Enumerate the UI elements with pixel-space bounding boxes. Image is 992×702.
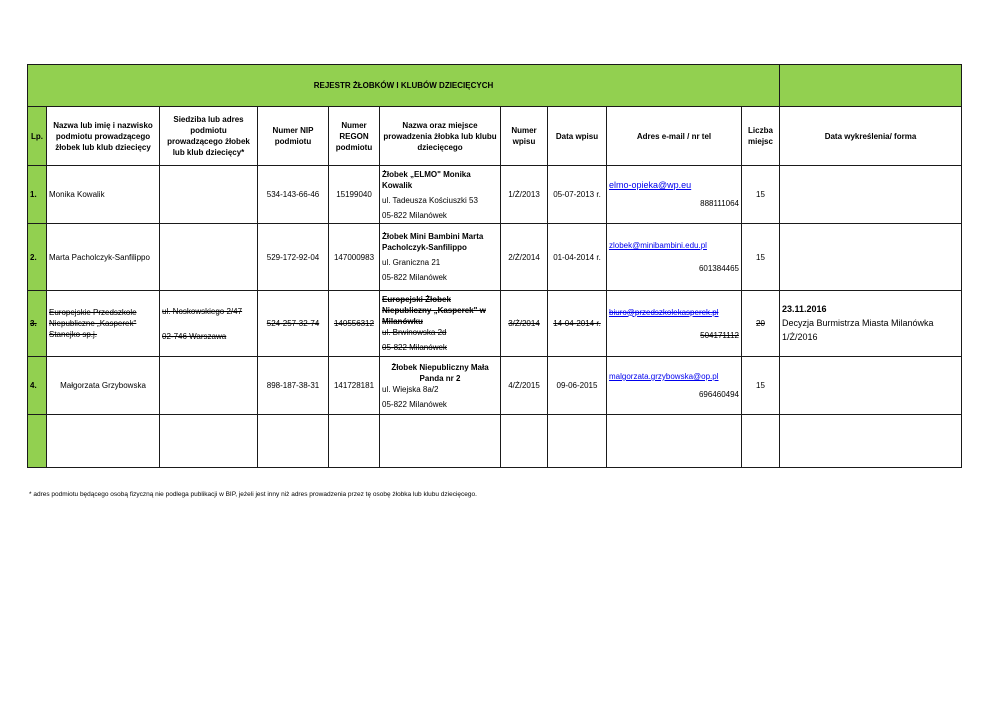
row-contact: [607, 357, 742, 415]
table-row: [28, 291, 962, 357]
row-place-name: Europejski Żłobek Niepubliczny „Kasperek" w Milanówku: [382, 295, 486, 326]
empty-cell: [548, 415, 607, 468]
title-filler-cell: [780, 65, 962, 107]
table-row: [28, 166, 962, 224]
row-lp: 1.: [28, 166, 47, 224]
row-lp: 2.: [28, 224, 47, 291]
table-row: [28, 357, 962, 415]
row-name: Marta Pacholczyk-Sanfilippo: [47, 224, 160, 291]
register-title: REJESTR ŻŁOBKÓW I KLUBÓW DZIECIĘCYCH: [28, 65, 780, 107]
register-table: [27, 64, 962, 468]
empty-cell: [329, 415, 380, 468]
empty-cell: [607, 415, 742, 468]
header-regon: Numer REGON podmiotu: [329, 107, 380, 166]
row-phone: 504171112: [700, 330, 739, 340]
row-seats: 20: [742, 291, 780, 357]
row-seats: 15: [742, 166, 780, 224]
row-contact: [607, 166, 742, 224]
row-date: 01-04-2014 r.: [548, 224, 607, 291]
header-removed: Data wykreślenia/ forma: [780, 107, 962, 166]
header-lp: Lp.: [28, 107, 47, 166]
title-row: [28, 65, 962, 107]
row-removed: [780, 357, 962, 415]
row-phone: 888111064: [700, 199, 739, 208]
empty-cell: [258, 415, 329, 468]
row-removed-number: 1/Ż/2016: [782, 332, 818, 342]
header-entry: Numer wpisu: [501, 107, 548, 166]
row-seats: 15: [742, 357, 780, 415]
row-entry: 4/Ż/2015: [501, 357, 548, 415]
register-sheet: [27, 64, 962, 468]
row-date: 14-04-2014 r.: [548, 291, 607, 357]
row-entry: 3/Ż/2014: [501, 291, 548, 357]
row-nip: 534-143-66-46: [258, 166, 329, 224]
row-regon: 147000983: [329, 224, 380, 291]
row-seat-line-2: 02-746 Warszawa: [162, 331, 227, 341]
row-removed: [780, 224, 962, 291]
row-phone: 696460494: [698, 390, 739, 399]
empty-cell: [501, 415, 548, 468]
row-seat: [160, 224, 258, 291]
row-phone: 601384465: [698, 264, 739, 273]
row-place-name: Żłobek „ELMO" Monika Kowalik: [382, 169, 471, 190]
row-regon: 140556312: [329, 291, 380, 357]
header-date: Data wpisu: [548, 107, 607, 166]
row-place-city: 05-822 Milanówek: [382, 273, 447, 282]
row-removed: [780, 166, 962, 224]
header-name: Nazwa lub imię i nazwisko podmiotu prowadzącego żłobek lub klub dziecięcy: [47, 107, 160, 166]
table-row: [28, 224, 962, 291]
row-seat: [160, 291, 258, 357]
row-place: [380, 291, 501, 357]
row-place: [380, 166, 501, 224]
row-removed-decision: Decyzja Burmistrza Miasta Milanówka: [782, 318, 934, 328]
header-seats: Liczba miejsc: [742, 107, 780, 166]
row-place-city: 05-822 Milanówek: [382, 210, 447, 220]
row-seat: [160, 357, 258, 415]
header-row: [28, 107, 962, 166]
header-place: Nazwa oraz miejsce prowadzenia żłobka lub klubu dziecięcego: [380, 107, 501, 166]
row-entry: 2/Ż/2014: [501, 224, 548, 291]
row-nip: 898-187-38-31: [258, 357, 329, 415]
row-place-street: ul. Graniczna 21: [382, 258, 441, 267]
row-entry: 1/Ż/2013: [501, 166, 548, 224]
row-email-link[interactable]: malgorzata.grzybowska@op.pl: [609, 372, 719, 381]
row-regon: 15199040: [329, 166, 380, 224]
row-place: [380, 224, 501, 291]
row-nip: 529-172-92-04: [258, 224, 329, 291]
empty-cell: [28, 415, 47, 468]
row-regon: 141728181: [329, 357, 380, 415]
empty-cell: [742, 415, 780, 468]
row-contact: [607, 224, 742, 291]
row-name: Monika Kowalik: [47, 166, 160, 224]
empty-cell: [780, 415, 962, 468]
row-place-street: ul. Brwinowska 2d: [382, 328, 447, 337]
empty-cell: [47, 415, 160, 468]
row-place: [380, 357, 501, 415]
row-contact: [607, 291, 742, 357]
row-removed-date: 23.11.2016: [782, 304, 827, 314]
row-seat-line-1: ul. Noskowskiego 2/47: [162, 306, 243, 316]
row-place-street: ul. Wiejska 8a/2: [382, 384, 439, 394]
row-name: Europejskie Przedszkole Niepubliczne „Kasperek" Stanejko sp.j.: [47, 291, 160, 357]
row-email-link[interactable]: elmo-opieka@wp.eu: [609, 180, 692, 190]
row-seat: [160, 166, 258, 224]
row-nip: 524-257-32-74: [258, 291, 329, 357]
row-name: Małgorzata Grzybowska: [47, 357, 160, 415]
empty-cell: [160, 415, 258, 468]
row-place-name: Żłobek Mini Bambini Marta Pacholczyk-Sanfilippo: [382, 232, 484, 252]
header-nip: Numer NIP podmiotu: [258, 107, 329, 166]
row-lp: 3.: [28, 291, 47, 357]
row-email-link[interactable]: biuro@przedszkolekasperek.pl: [609, 307, 719, 317]
header-contact: Adres e-mail / nr tel: [607, 107, 742, 166]
row-place-city: 05-822 Milanówek: [382, 399, 447, 409]
row-date: 05-07-2013 r.: [548, 166, 607, 224]
empty-row: [28, 415, 962, 468]
row-date: 09-06-2015: [548, 357, 607, 415]
footnote: * adres podmiotu będącego osobą fizyczną nie podlega publikacji w BIP, jeżeli jest inny niż adres prowadzenia przez tę osobę żłobka lub klubu dziecięcego.: [29, 491, 477, 498]
empty-cell: [380, 415, 501, 468]
row-seats: 15: [742, 224, 780, 291]
row-lp: 4.: [28, 357, 47, 415]
row-place-street: ul. Tadeusza Kościuszki 53: [382, 195, 478, 205]
header-seat: Siedziba lub adres podmiotu prowadzącego żłobek lub klub dziecięcy*: [160, 107, 258, 166]
row-email-link[interactable]: zlobek@minibambini.edu.pl: [609, 241, 707, 250]
row-place-name: Żłobek Niepubliczny Mała Panda nr 2: [391, 362, 489, 383]
row-removed: [780, 291, 962, 357]
row-place-city: 05-822 Milanówek: [382, 343, 447, 352]
